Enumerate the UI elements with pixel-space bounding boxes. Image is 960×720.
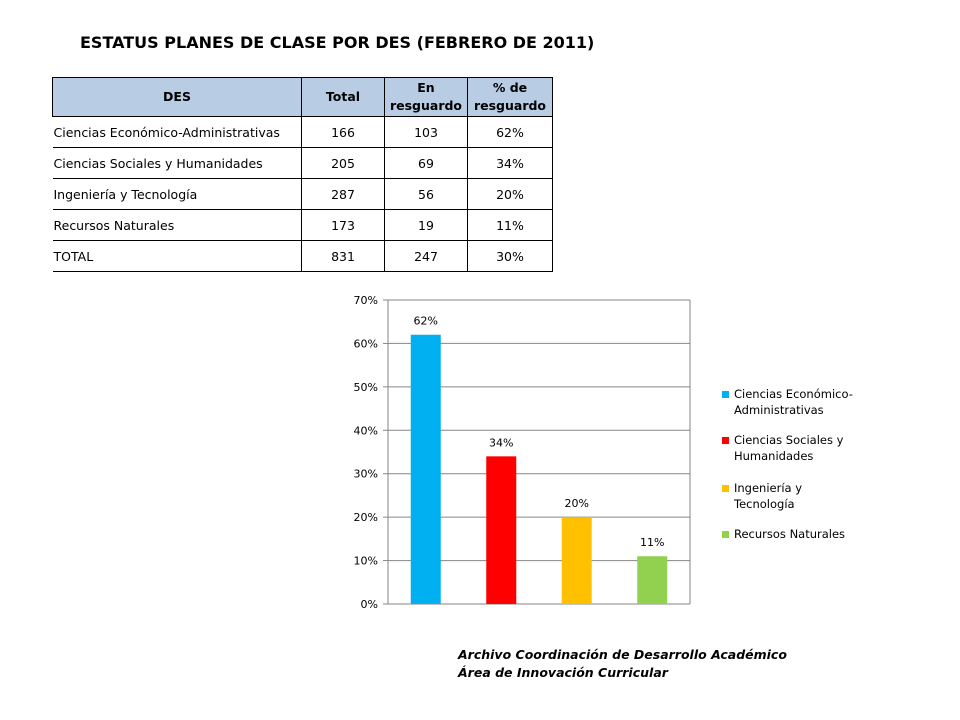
status-table bbox=[52, 77, 553, 272]
header-total: Total bbox=[302, 78, 385, 117]
table-header-row bbox=[53, 78, 553, 117]
cell-resguardo: 247 bbox=[385, 241, 468, 272]
data-label: 34% bbox=[489, 436, 514, 450]
cell-pct: 11% bbox=[468, 210, 553, 241]
cell-pct: 34% bbox=[468, 148, 553, 179]
header-des: DES bbox=[53, 78, 302, 117]
bar bbox=[637, 556, 667, 604]
header-pct-resguardo: % de resguardo bbox=[468, 78, 553, 117]
y-tick-label: 20% bbox=[353, 511, 378, 525]
y-tick-label: 10% bbox=[353, 554, 378, 568]
table-row bbox=[53, 117, 553, 148]
legend-label: Administrativas bbox=[734, 403, 824, 417]
legend-swatch bbox=[722, 437, 729, 444]
legend-label: Humanidades bbox=[734, 449, 814, 463]
legend-label: Ciencias Sociales y bbox=[734, 433, 844, 447]
legend-label: Ingeniería y bbox=[734, 481, 803, 495]
cell-resguardo: 103 bbox=[385, 117, 468, 148]
data-label: 20% bbox=[564, 497, 589, 511]
legend-label: Tecnología bbox=[734, 497, 795, 511]
cell-des: Ingeniería y Tecnología bbox=[53, 179, 302, 210]
page-title: ESTATUS PLANES DE CLASE POR DES (FEBRERO DE 2011) bbox=[80, 33, 595, 52]
cell-resguardo: 56 bbox=[385, 179, 468, 210]
table-row-total bbox=[53, 241, 553, 272]
data-label: 62% bbox=[413, 314, 438, 328]
cell-des: Recursos Naturales bbox=[53, 210, 302, 241]
legend-label: Recursos Naturales bbox=[734, 527, 846, 541]
cell-pct: 20% bbox=[468, 179, 553, 210]
bar bbox=[562, 517, 592, 604]
source-note bbox=[458, 646, 787, 682]
y-tick-label: 30% bbox=[353, 467, 378, 481]
cell-resguardo: 19 bbox=[385, 210, 468, 241]
y-tick-label: 60% bbox=[353, 337, 378, 351]
cell-pct: 30% bbox=[468, 241, 553, 272]
cell-des: Ciencias Económico-Administrativas bbox=[53, 117, 302, 148]
legend-label: Ciencias Económico- bbox=[734, 387, 853, 401]
data-label: 11% bbox=[640, 536, 665, 550]
y-tick-label: 0% bbox=[360, 598, 378, 611]
cell-total: 831 bbox=[302, 241, 385, 272]
source-line-2: Área de Innovación Curricular bbox=[458, 665, 668, 680]
source-line-1: Archivo Coordinación de Desarrollo Académico bbox=[458, 647, 787, 662]
legend-swatch bbox=[722, 531, 729, 538]
y-tick-label: 70% bbox=[353, 294, 378, 307]
cell-total: 287 bbox=[302, 179, 385, 210]
cell-total: 205 bbox=[302, 148, 385, 179]
table-row bbox=[53, 179, 553, 210]
cell-resguardo: 69 bbox=[385, 148, 468, 179]
cell-des: TOTAL bbox=[53, 241, 302, 272]
cell-pct: 62% bbox=[468, 117, 553, 148]
legend-swatch bbox=[722, 391, 729, 398]
table-row bbox=[53, 148, 553, 179]
y-tick-label: 40% bbox=[353, 424, 378, 438]
cell-des: Ciencias Sociales y Humanidades bbox=[53, 148, 302, 179]
bar bbox=[411, 335, 441, 604]
legend-swatch bbox=[722, 485, 729, 492]
cell-total: 166 bbox=[302, 117, 385, 148]
table-row bbox=[53, 210, 553, 241]
header-en-resguardo: En resguardo bbox=[385, 78, 468, 117]
y-tick-label: 50% bbox=[353, 380, 378, 394]
bar-chart bbox=[330, 290, 870, 620]
cell-total: 173 bbox=[302, 210, 385, 241]
bar bbox=[486, 456, 516, 604]
